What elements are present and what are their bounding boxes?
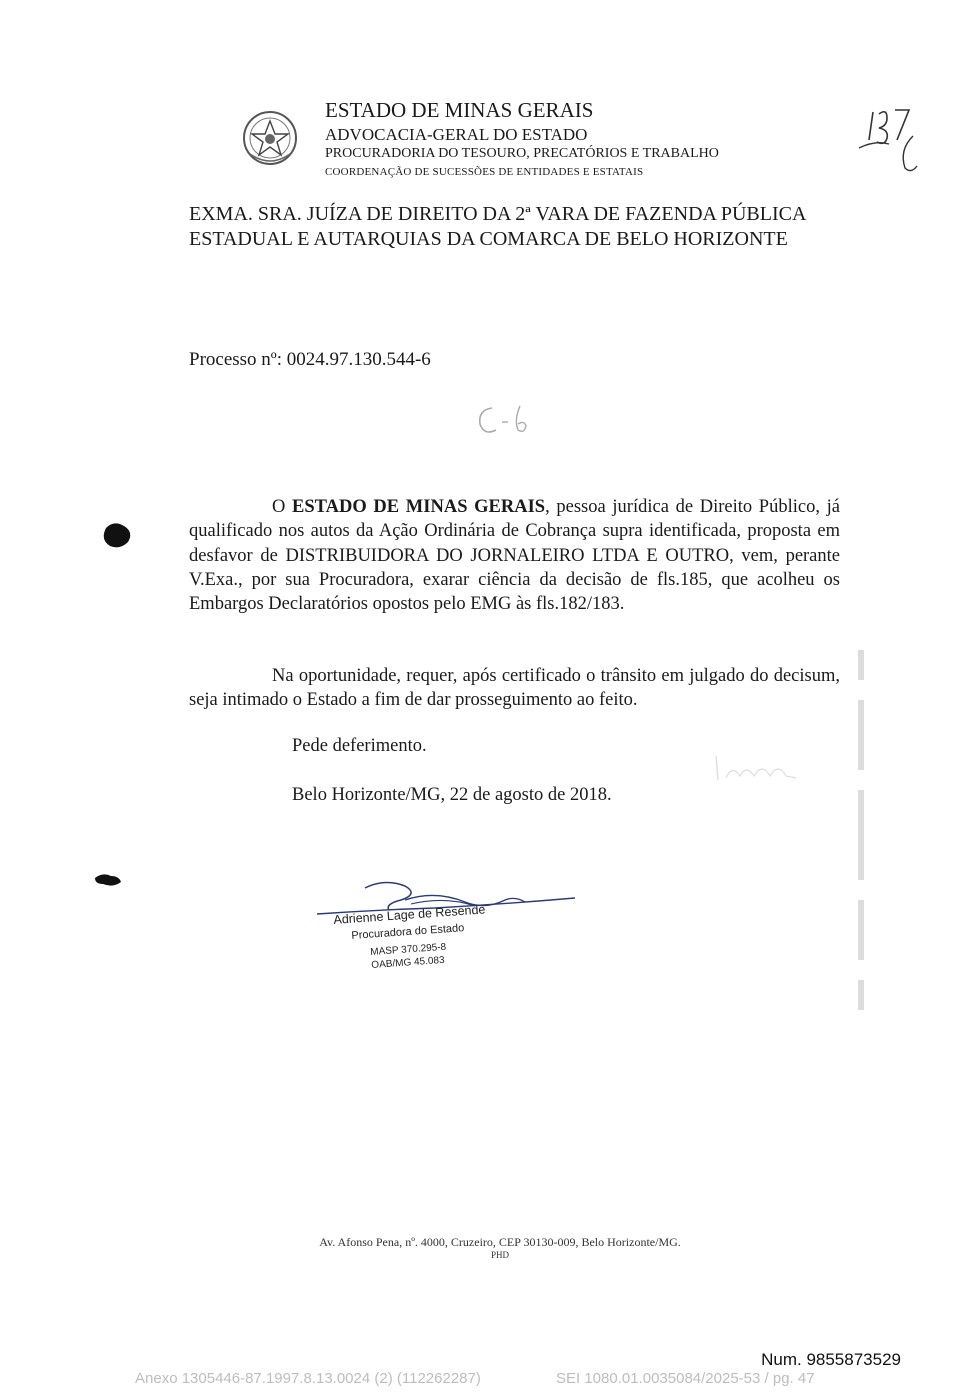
punch-hole-blot <box>93 872 123 888</box>
header-agency: ADVOCACIA-GERAL DO ESTADO <box>325 125 588 144</box>
p1-prefix: O <box>272 497 293 517</box>
footer-address: Av. Afonso Pena, nº. 4000, Cruzeiro, CEP 30130-009, Belo Horizonte/MG. <box>319 1235 681 1249</box>
punch-hole-blot <box>100 520 134 550</box>
sei-process-page: SEI 1080.01.0035084/2025-53 / pg. 47 <box>556 1370 815 1387</box>
body-paragraph-2: Na oportunidade, requer, após certificado o trânsito em julgado do decisum, seja intimado o Estado a fim de dar prosseguimento ao feito. <box>189 666 840 711</box>
body-paragraph-1 <box>189 495 840 616</box>
footer-initials: PHD <box>490 1250 509 1260</box>
header-department: PROCURADORIA DO TESOURO, PRECATÓRIOS E TRABALHO <box>325 146 719 161</box>
p1-bold-state: ESTADO DE MINAS GERAIS <box>292 497 546 517</box>
sei-annex-reference: Anexo 1305446-87.1997.8.13.0024 (2) (112262287) <box>135 1370 481 1387</box>
stamp-masp: MASP 370.295-8 <box>370 941 447 958</box>
handwritten-c6-mark <box>474 402 534 438</box>
coat-of-arms-seal-icon <box>242 108 298 168</box>
header-state-name: ESTADO DE MINAS GERAIS <box>325 98 594 122</box>
addressee: EXMA. SRA. JUÍZA DE DIREITO DA 2ª VARA DE FAZENDA PÚBLICA ESTADUAL E AUTARQUIAS DA COMARCA DE BELO HORIZONTE <box>189 203 806 250</box>
document-number: Num. 9855873529 <box>761 1350 901 1369</box>
stamp-name: Adrienne Lage de Resende <box>333 902 486 927</box>
faint-initials <box>710 750 800 786</box>
stamp-oab: OAB/MG 45.083 <box>371 954 445 971</box>
header-coordination: COORDENAÇÃO DE SUCESSÕES DE ENTIDADES E ESTATAIS <box>325 166 644 178</box>
faint-protocol-stamp <box>852 640 872 1020</box>
handwritten-page-number <box>855 100 923 180</box>
stamp-role: Procuradora do Estado <box>351 922 465 942</box>
p1-rest: , pessoa jurídica de Direito Público, já qualificado nos autos da Ação Ordinária de Cobrança supra identificada, proposta em desfavor de DISTRIBUIDORA DO JORNALEIRO LTDA E OUTRO, vem, perante V.Exa., por sua Procuradora, exarar ciência da decisão de fls.185, que acolheu os Embargos Declaratórios opostos pelo EMG às fls.182/183. <box>189 497 840 615</box>
process-number: Processo nº: 0024.97.130.544-6 <box>189 349 431 370</box>
closing-request: Pede deferimento. <box>292 736 427 756</box>
place-date: Belo Horizonte/MG, 22 de agosto de 2018. <box>292 785 612 805</box>
